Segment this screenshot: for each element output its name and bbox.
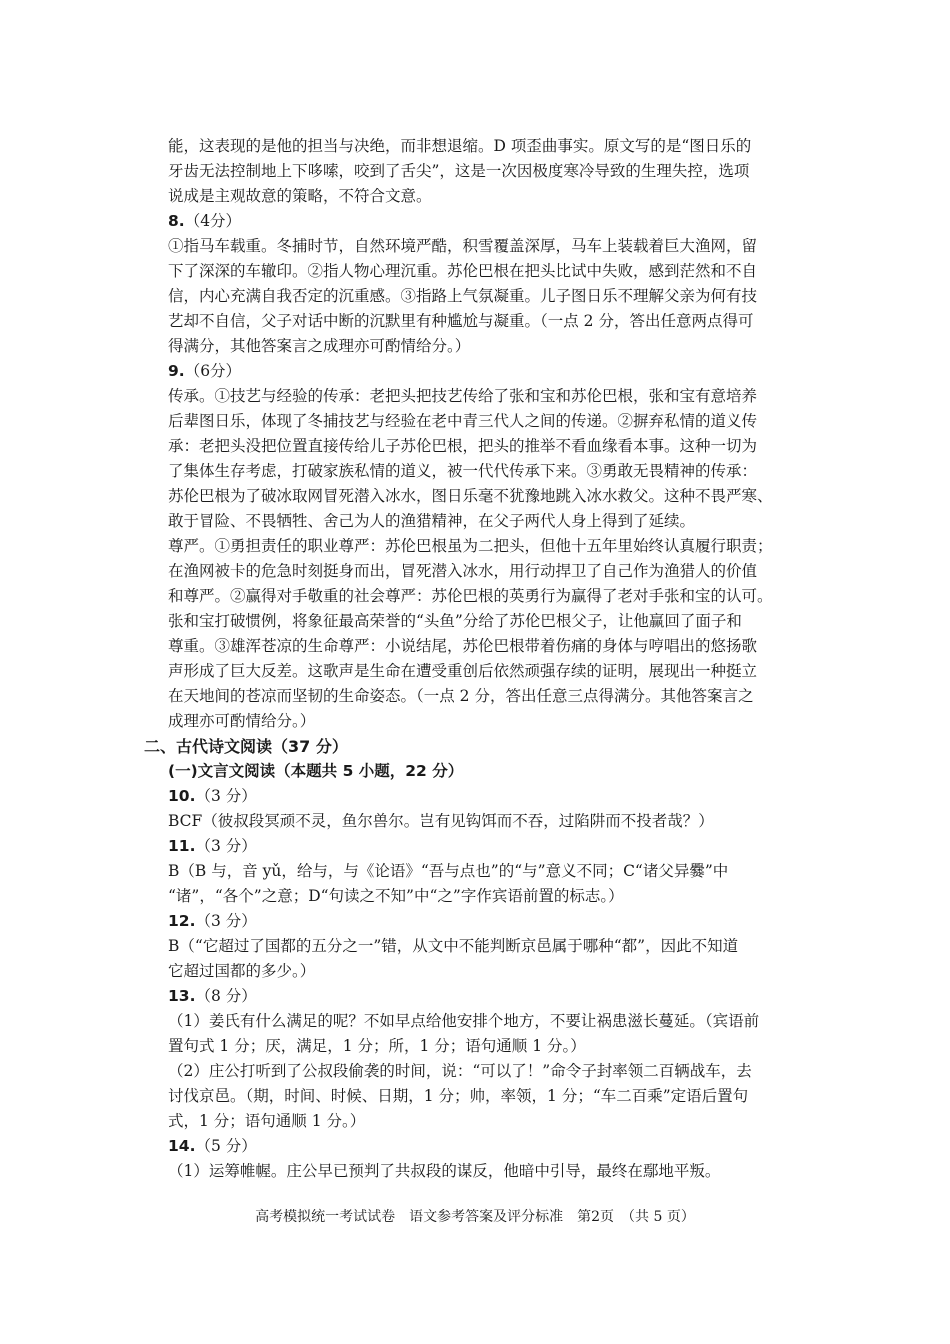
question-header [168,359,808,384]
text-line: 苏伦巴根为了破冰取网冒死潜入冰水，图日乐毫不犹豫地跳入冰水救父。这种不畏严寒、 [168,487,773,505]
text-line: 信，内心充满自我否定的沉重感。③指路上气氛凝重。儿子图日乐不理解父亲为何有技 [168,287,758,305]
text-line: 能，这表现的是他的担当与决绝，而非想退缩。D 项歪曲事实。原文写的是“图日乐的 [168,137,752,155]
question-number: 13. [168,987,196,1005]
text-line: 承：老把头没把位置直接传给儿子苏伦巴根，把头的推举不看血缘看本事。这种一切为 [168,437,758,455]
text-line: 声形成了巨大反差。这歌声是生命在遭受重创后依然顽强存续的证明，展现出一种挺立 [168,662,758,680]
text-line: 置句式 1 分；厌，满足，1 分；所，1 分；语句通顺 1 分。） [168,1037,586,1055]
text-line: 下了深深的车辙印。②指人物心理沉重。苏伦巴根在把头比试中失败，感到茫然和不自 [168,262,758,280]
question-points: （5 分） [195,1137,257,1155]
text-line: BCF（彼叔段冥顽不灵，鱼尔兽尔。岂有见钩饵而不吞，过陷阱而不投者哉？） [168,812,714,830]
answer-content [144,134,808,1184]
text-line: 式，1 分；语句通顺 1 分。） [168,1112,366,1130]
question-points: （6分） [184,362,242,380]
question-header [168,784,808,809]
question-number: 9. [168,362,185,380]
text-line: 在天地间的苍凉而坚韧的生命姿态。（一点 2 分，答出任意三点得满分。其他答案言之 [168,687,754,705]
text-line: 尊严。①勇担责任的职业尊严：苏伦巴根虽为二把头，但他十五年里始终认真履行职责； [168,537,773,555]
text-line: 尊重。③雄浑苍凉的生命尊严：小说结尾，苏伦巴根带着伤痛的身体与哼唱出的悠扬歌 [168,637,758,655]
text-line: 传承。①技艺与经验的传承：老把头把技艺传给了张和宝和苏伦巴根，张和宝有意培养 [168,387,758,405]
question-number: 11. [168,837,196,855]
text-line: 了集体生存考虑，打破家族私情的道义，被一代代传承下来。③勇敢无畏精神的传承： [168,462,758,480]
page-footer: 高考模拟统一考试试卷 语文参考答案及评分标准 第2页 （共 5 页） [255,1209,695,1225]
text-line: （1）姜氏有什么满足的呢？不如早点给他安排个地方，不要让祸患滋长蔓延。（宾语前 [168,1012,760,1030]
question-header [168,209,808,234]
text-line: 它超过国都的多少。） [168,962,316,980]
text-line: 说成是主观故意的策略，不符合文意。 [168,187,432,205]
text-line: 后辈图日乐，体现了冬捕技艺与经验在老中青三代人之间的传递。②摒弃私情的道义传 [168,412,758,430]
text-line: 在渔网被卡的危急时刻挺身而出，冒死潜入冰水，用行动捍卫了自己作为渔猎人的价值 [168,562,758,580]
question-points: （8 分） [195,987,257,1005]
question-number: 10. [168,787,196,805]
question-points: （4分） [184,212,242,230]
text-line: （2）庄公打听到了公叔段偷袭的时间，说：“可以了！”命令子封率领二百辆战车，去 [168,1062,752,1080]
question-points: （3 分） [195,912,257,930]
text-line: “诸”，“各个”之意；D“句读之不知”中“之”字作宾语前置的标志。） [168,887,624,905]
text-line: ①指马车载重。冬捕时节，自然环境严酷，积雪覆盖深厚，马车上装载着巨大渔网，留 [168,237,758,255]
text-line: B（“它超过了国都的五分之一”错，从文中不能判断京邑属于哪种“都”，因此不知道 [168,937,739,955]
text-line: （1）运筹帷幄。庄公早已预判了共叔段的谋反，他暗中引导，最终在鄢地平叛。 [168,1162,721,1180]
text-line: 张和宝打破惯例，将象征最高荣誉的“头鱼”分给了苏伦巴根父子，让他赢回了面子和 [168,612,742,630]
question-number: 8. [168,212,185,230]
text-line: 讨伐京邑。（期，时间、时候、日期，1 分；帅，率领，1 分；“车二百乘”定语后置句 [168,1087,749,1105]
text-line: 和尊严。②赢得对手敬重的社会尊严：苏伦巴根的英勇行为赢得了老对手张和宝的认可。 [168,587,773,605]
text-line: 成理亦可酌情给分。） [168,712,316,730]
text-line: 艺却不自信，父子对话中断的沉默里有种尴尬与凝重。（一点 2 分，答出任意两点得可 [168,312,754,330]
text-line: 敢于冒险、不畏牺牲、舍己为人的渔猎精神，在父子两代人身上得到了延续。 [168,512,696,530]
question-number: 12. [168,912,196,930]
text-line: B（B 与，音 yǔ，给与，与《论语》“吾与点也”的“与”意义不同；C“诸父异爨”中 [168,862,729,880]
question-points: （3 分） [195,787,257,805]
question-header [168,984,808,1009]
question-points: （3 分） [195,837,257,855]
question-number: 14. [168,1137,196,1155]
question-header [168,834,808,859]
question-header [168,909,808,934]
question-header [168,1134,808,1159]
text-line: 得满分，其他答案言之成理亦可酌情给分。） [168,337,471,355]
subsection-heading: (一)文言文阅读（本题共 5 小题，22 分） [168,762,464,780]
section-heading: 二、古代诗文阅读（37 分） [144,737,348,756]
text-line: 牙齿无法控制地上下哆嗦，咬到了舌尖”，这是一次因极度寒冷导致的生理失控，选项 [168,162,750,180]
